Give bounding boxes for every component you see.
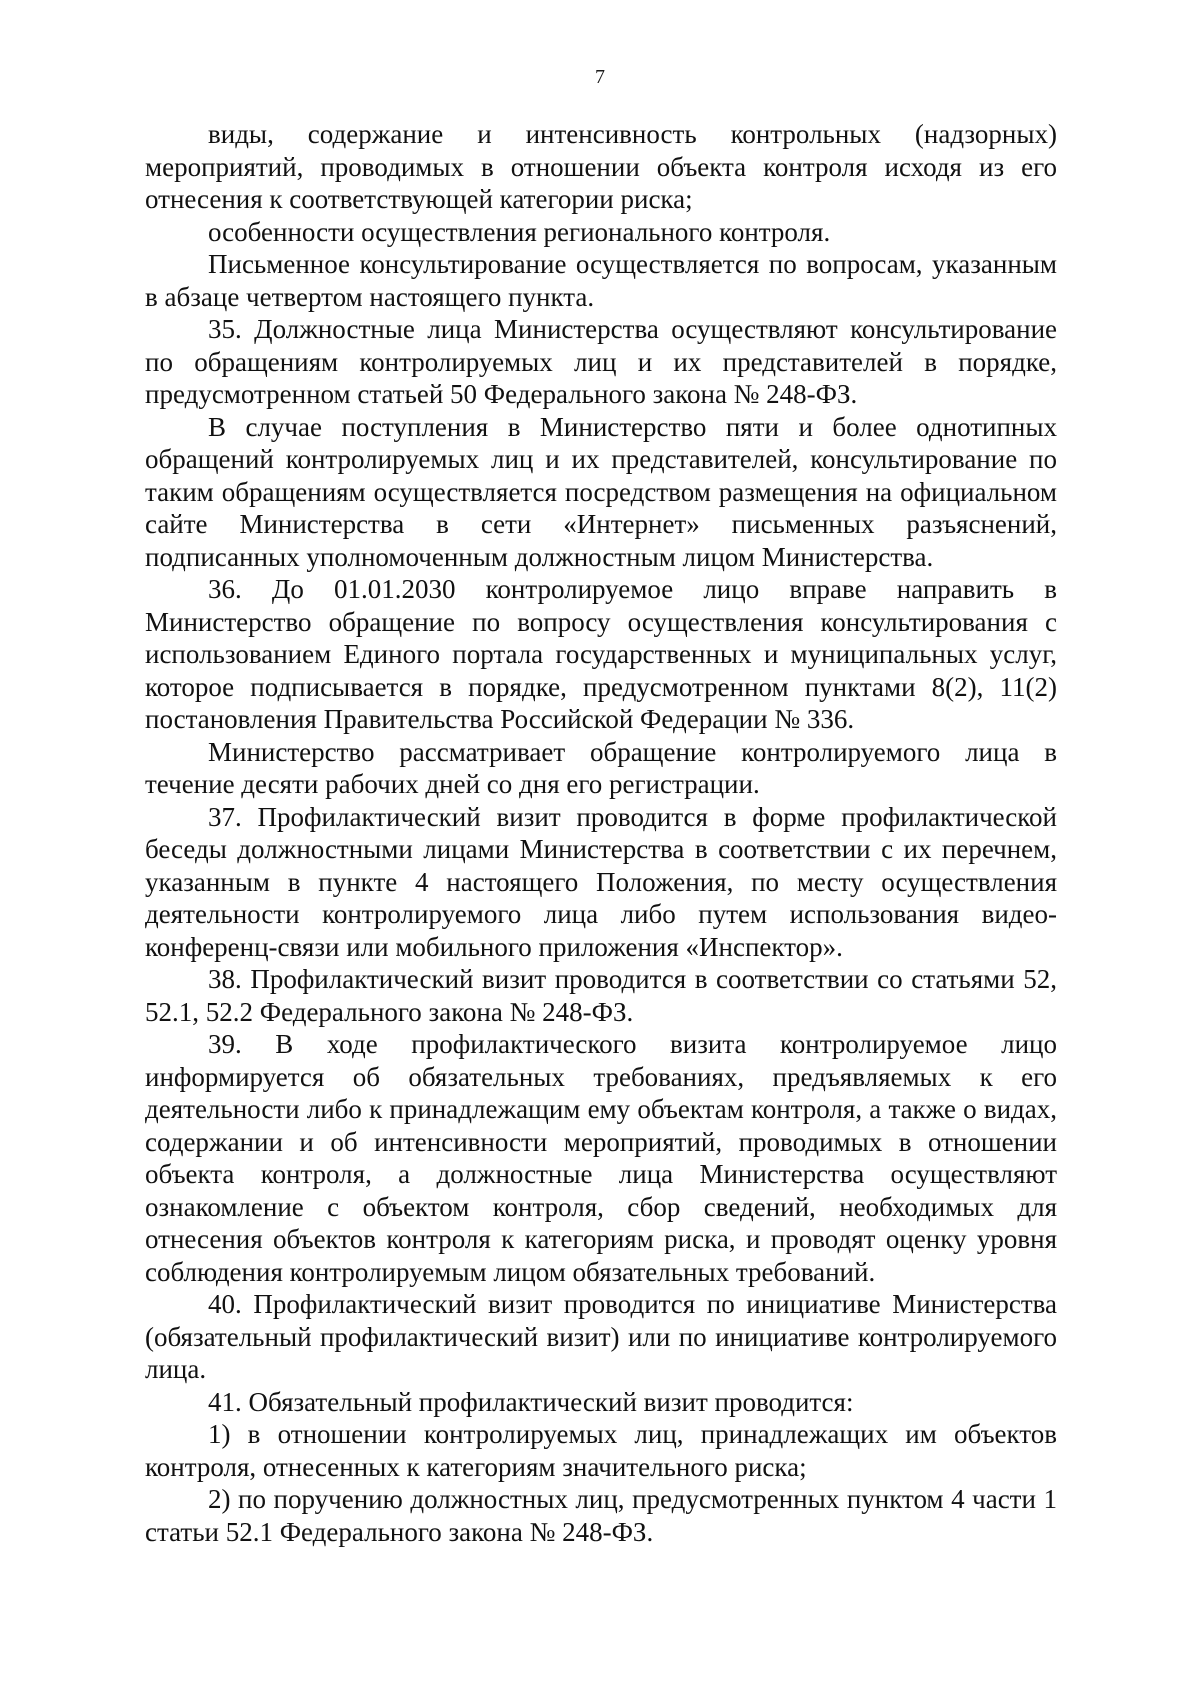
document-body (145, 118, 1057, 1548)
paragraph-request-review-term: Министерство рассматривает обращение контролируемого лица в течение десяти рабочих дней со дня его регистрации. (145, 736, 1057, 799)
paragraph-item-40: 40. Профилактический визит проводится по инициативе Министерства (обязательный профилактический визит) или по инициативе контролируемого лица. (145, 1289, 1057, 1384)
paragraph-item-41-2: 2) по поручению должностных лиц, предусмотренных пунктом 4 части 1 статьи 52.1 Федерального закона № 248-ФЗ. (145, 1484, 1057, 1547)
paragraph-regional-control-features: особенности осуществления регионального контроля. (208, 216, 831, 247)
paragraph-item-36: 36. До 01.01.2030 контролируемое лицо вправе направить в Министерство обращение по вопросу осуществления консультирования с использованием Единого портала государственных и муниципальных услуг, которое подписывается в порядке, предусмотренном пунктами 8(2), 11(2) постановления Правительства Российской Федерации № 336. (145, 574, 1057, 734)
paragraph-written-consulting: Письменное консультирование осуществляется по вопросам, указанным в абзаце четвертом настоящего пункта. (145, 249, 1057, 312)
paragraph-item-41-1: 1) в отношении контролируемых лиц, принадлежащих им объектов контроля, отнесенных к категориям значительного риска; (145, 1419, 1057, 1482)
page-number: 7 (595, 66, 605, 88)
paragraph-item-41: 41. Обязательный профилактический визит проводится: (208, 1386, 854, 1417)
paragraph-item-37: 37. Профилактический визит проводится в форме профилактической беседы должностными лицами Министерства в соответствии с их перечнем, указанным в пункте 4 настоящего Положения, по месту осуществления деятельности контролируемого лица либо путем использования видео-конференц-связи или мобильного приложения «Инспектор». (145, 801, 1057, 962)
paragraph-item-39: 39. В ходе профилактического визита контролируемое лицо информируется об обязательных требованиях, предъявляемых к его деятельности либо к принадлежащим ему объектам контроля, а также о видах, содержании и об интенсивности мероприятий, проводимых в отношении объекта контроля, а должностные лица Министерства осуществляют ознакомление с объектом контроля, сбор сведений, необходимых для отнесения объектов контроля к категориям риска, и проводят оценку уровня соблюдения контролируемым лицом обязательных требований. (145, 1029, 1057, 1287)
paragraph-item-38: 38. Профилактический визит проводится в соответствии со статьями 52, 52.1, 52.2 Федерального закона № 248-ФЗ. (145, 964, 1057, 1027)
paragraph-item-35: 35. Должностные лица Министерства осуществляют консультирование по обращениям контролируемых лиц и их представителей в порядке, предусмотренном статьей 50 Федерального закона № 248-ФЗ. (145, 314, 1057, 409)
paragraph-risk-category-measures: виды, содержание и интенсивность контрольных (надзорных) мероприятий, проводимых в отношении объекта контроля исходя из его отнесения к соответствующей категории риска; (145, 119, 1057, 214)
paragraph-similar-requests: В случае поступления в Министерство пяти и более однотипных обращений контролируемых лиц и их представителей, консультирование по таким обращениям осуществляется посредством размещения на официальном сайте Министерства в сети «Интернет» письменных разъяснений, подписанных уполномоченным должностным лицом Министерства. (145, 411, 1057, 572)
